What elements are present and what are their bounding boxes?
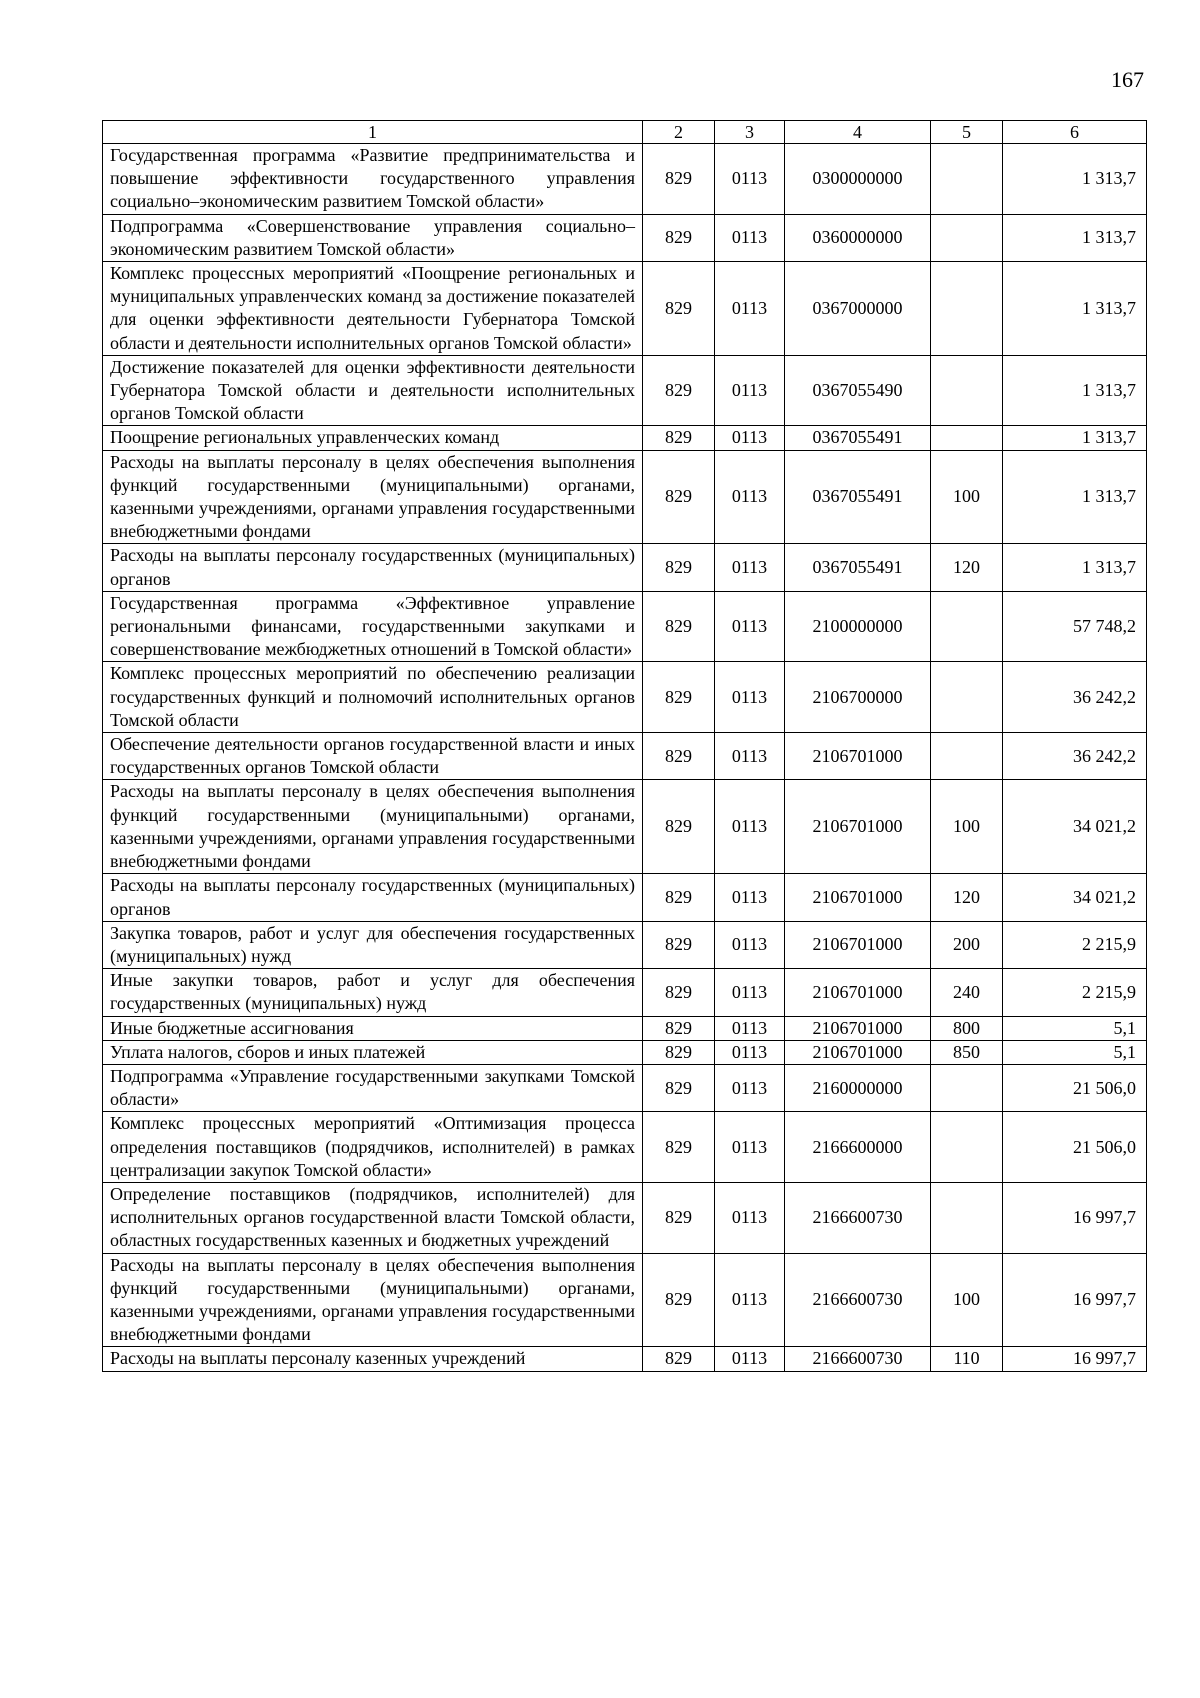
row-ministry-code-cell: 829 [643,1112,715,1183]
column-header-5: 5 [931,121,1003,144]
table-row [103,662,1147,733]
row-amount-cell: 1 313,7 [1003,355,1147,426]
row-expense-type-cell: 800 [931,1016,1003,1040]
table-row [103,1016,1147,1040]
row-ministry-code-cell: 829 [643,1064,715,1111]
row-ministry-code-cell: 829 [643,780,715,874]
row-name-cell: Уплата налогов, сборов и иных платежей [103,1040,643,1064]
row-target-article-cell: 2106700000 [785,662,931,733]
row-expense-type-cell [931,1182,1003,1253]
row-name-cell: Расходы на выплаты персоналу государственных (муниципальных) органов [103,544,643,591]
row-section-code-cell: 0113 [715,544,785,591]
row-name-cell: Закупка товаров, работ и услуг для обеспечения государственных (муниципальных) нужд [103,921,643,968]
row-ministry-code-cell: 829 [643,662,715,733]
table-row [103,874,1147,921]
row-expense-type-cell [931,591,1003,662]
row-ministry-code-cell: 829 [643,874,715,921]
row-amount-cell: 1 313,7 [1003,426,1147,450]
row-ministry-code-cell: 829 [643,733,715,780]
row-target-article-cell: 2106701000 [785,1016,931,1040]
column-header-2: 2 [643,121,715,144]
row-name-cell: Расходы на выплаты персоналу в целях обеспечения выполнения функций государственными (муниципальными) органами, казенными учреждениями, органами управления государственными внебюджетными фондами [103,1253,643,1347]
row-expense-type-cell: 100 [931,1253,1003,1347]
row-ministry-code-cell: 829 [643,1182,715,1253]
row-section-code-cell: 0113 [715,662,785,733]
row-expense-type-cell: 120 [931,544,1003,591]
row-ministry-code-cell: 829 [643,214,715,261]
row-name-cell: Комплекс процессных мероприятий «Оптимизация процесса определения поставщиков (подрядчиков, исполнителей) в рамках централизации закупок Томской области» [103,1112,643,1183]
row-section-code-cell: 0113 [715,780,785,874]
row-target-article-cell: 2160000000 [785,1064,931,1111]
row-ministry-code-cell: 829 [643,1016,715,1040]
row-target-article-cell: 0367055491 [785,426,931,450]
row-expense-type-cell [931,662,1003,733]
row-expense-type-cell [931,733,1003,780]
row-name-cell: Поощрение региональных управленческих команд [103,426,643,450]
row-amount-cell: 36 242,2 [1003,662,1147,733]
row-name-cell: Иные бюджетные ассигнования [103,1016,643,1040]
row-ministry-code-cell: 829 [643,426,715,450]
table-row [103,426,1147,450]
row-section-code-cell: 0113 [715,1347,785,1371]
row-section-code-cell: 0113 [715,591,785,662]
row-section-code-cell: 0113 [715,1040,785,1064]
row-ministry-code-cell: 829 [643,355,715,426]
row-amount-cell: 5,1 [1003,1016,1147,1040]
table-row [103,969,1147,1016]
row-expense-type-cell [931,355,1003,426]
row-amount-cell: 34 021,2 [1003,780,1147,874]
row-name-cell: Государственная программа «Эффективное управление региональными финансами, государственными закупками и совершенствование межбюджетных отношений в Томской области» [103,591,643,662]
row-target-article-cell: 0300000000 [785,144,931,215]
row-amount-cell: 57 748,2 [1003,591,1147,662]
table-row [103,1064,1147,1111]
row-amount-cell: 1 313,7 [1003,214,1147,261]
table-row [103,544,1147,591]
column-header-3: 3 [715,121,785,144]
row-target-article-cell: 2166600000 [785,1112,931,1183]
table-row [103,1182,1147,1253]
row-section-code-cell: 0113 [715,969,785,1016]
row-target-article-cell: 0367055490 [785,355,931,426]
table-row [103,450,1147,544]
row-expense-type-cell [931,1112,1003,1183]
row-target-article-cell: 2106701000 [785,921,931,968]
row-target-article-cell: 2106701000 [785,874,931,921]
row-expense-type-cell [931,426,1003,450]
table-row [103,733,1147,780]
row-section-code-cell: 0113 [715,1253,785,1347]
row-section-code-cell: 0113 [715,733,785,780]
row-section-code-cell: 0113 [715,1182,785,1253]
row-amount-cell: 21 506,0 [1003,1064,1147,1111]
row-name-cell: Расходы на выплаты персоналу в целях обеспечения выполнения функций государственными (муниципальными) органами, казенными учреждениями, органами управления государственными внебюджетными фондами [103,780,643,874]
row-ministry-code-cell: 829 [643,969,715,1016]
row-ministry-code-cell: 829 [643,450,715,544]
row-amount-cell: 5,1 [1003,1040,1147,1064]
table-row [103,1112,1147,1183]
row-expense-type-cell: 200 [931,921,1003,968]
table-row [103,1347,1147,1371]
row-section-code-cell: 0113 [715,426,785,450]
row-ministry-code-cell: 829 [643,1253,715,1347]
row-ministry-code-cell: 829 [643,262,715,356]
row-amount-cell: 2 215,9 [1003,921,1147,968]
row-expense-type-cell [931,214,1003,261]
row-name-cell: Комплекс процессных мероприятий «Поощрение региональных и муниципальных управленческих команд за достижение показателей для оценки эффективности деятельности Губернатора Томской области и деятельности исполнительных органов Томской области» [103,262,643,356]
row-amount-cell: 16 997,7 [1003,1182,1147,1253]
table-row [103,262,1147,356]
row-expense-type-cell: 850 [931,1040,1003,1064]
row-section-code-cell: 0113 [715,874,785,921]
row-target-article-cell: 2166600730 [785,1182,931,1253]
row-target-article-cell: 2106701000 [785,733,931,780]
row-amount-cell: 16 997,7 [1003,1347,1147,1371]
row-target-article-cell: 2106701000 [785,969,931,1016]
row-amount-cell: 1 313,7 [1003,544,1147,591]
row-name-cell: Определение поставщиков (подрядчиков, исполнителей) для исполнительных органов государственной власти Томской области, областных государственных казенных и бюджетных учреждений [103,1182,643,1253]
row-amount-cell: 34 021,2 [1003,874,1147,921]
row-target-article-cell: 0367055491 [785,450,931,544]
row-name-cell: Расходы на выплаты персоналу казенных учреждений [103,1347,643,1371]
row-section-code-cell: 0113 [715,144,785,215]
row-expense-type-cell: 100 [931,780,1003,874]
table-row [103,355,1147,426]
table-row [103,1253,1147,1347]
row-name-cell: Подпрограмма «Совершенствование управления социально–экономическим развитием Томской области» [103,214,643,261]
row-name-cell: Комплекс процессных мероприятий по обеспечению реализации государственных функций и полномочий исполнительных органов Томской области [103,662,643,733]
row-target-article-cell: 0360000000 [785,214,931,261]
row-name-cell: Расходы на выплаты персоналу государственных (муниципальных) органов [103,874,643,921]
table-row [103,591,1147,662]
row-section-code-cell: 0113 [715,1112,785,1183]
column-header-6: 6 [1003,121,1147,144]
header-row [103,121,1147,144]
row-amount-cell: 16 997,7 [1003,1253,1147,1347]
row-name-cell: Государственная программа «Развитие предпринимательства и повышение эффективности государственного управления социально–экономическим развитием Томской области» [103,144,643,215]
row-target-article-cell: 2106701000 [785,1040,931,1064]
row-expense-type-cell: 110 [931,1347,1003,1371]
row-name-cell: Достижение показателей для оценки эффективности деятельности Губернатора Томской области и деятельности исполнительных органов Томской области [103,355,643,426]
row-section-code-cell: 0113 [715,214,785,261]
row-target-article-cell: 2166600730 [785,1253,931,1347]
row-section-code-cell: 0113 [715,450,785,544]
row-ministry-code-cell: 829 [643,1040,715,1064]
table-row [103,780,1147,874]
row-expense-type-cell: 120 [931,874,1003,921]
row-target-article-cell: 0367055491 [785,544,931,591]
row-name-cell: Иные закупки товаров, работ и услуг для обеспечения государственных (муниципальных) нужд [103,969,643,1016]
row-section-code-cell: 0113 [715,355,785,426]
page-number: 167 [1111,67,1144,92]
row-name-cell: Расходы на выплаты персоналу в целях обеспечения выполнения функций государственными (муниципальными) органами, казенными учреждениями, органами управления государственными внебюджетными фондами [103,450,643,544]
column-header-1: 1 [103,121,643,144]
table-row [103,921,1147,968]
row-ministry-code-cell: 829 [643,591,715,662]
row-target-article-cell: 0367000000 [785,262,931,356]
table-row [103,214,1147,261]
table-row [103,1040,1147,1064]
table-body [103,144,1147,1372]
row-target-article-cell: 2106701000 [785,780,931,874]
row-section-code-cell: 0113 [715,921,785,968]
row-section-code-cell: 0113 [715,1064,785,1111]
row-name-cell: Обеспечение деятельности органов государственной власти и иных государственных органов Томской области [103,733,643,780]
row-amount-cell: 21 506,0 [1003,1112,1147,1183]
row-amount-cell: 36 242,2 [1003,733,1147,780]
row-amount-cell: 1 313,7 [1003,144,1147,215]
row-expense-type-cell [931,1064,1003,1111]
row-amount-cell: 1 313,7 [1003,450,1147,544]
row-expense-type-cell [931,262,1003,356]
row-section-code-cell: 0113 [715,1016,785,1040]
row-expense-type-cell [931,144,1003,215]
row-target-article-cell: 2166600730 [785,1347,931,1371]
row-expense-type-cell: 240 [931,969,1003,1016]
row-ministry-code-cell: 829 [643,544,715,591]
budget-table [102,120,1147,1372]
row-amount-cell: 2 215,9 [1003,969,1147,1016]
table-row [103,144,1147,215]
row-amount-cell: 1 313,7 [1003,262,1147,356]
row-name-cell: Подпрограмма «Управление государственными закупками Томской области» [103,1064,643,1111]
row-section-code-cell: 0113 [715,262,785,356]
row-ministry-code-cell: 829 [643,921,715,968]
row-ministry-code-cell: 829 [643,144,715,215]
row-expense-type-cell: 100 [931,450,1003,544]
column-header-4: 4 [785,121,931,144]
row-ministry-code-cell: 829 [643,1347,715,1371]
row-target-article-cell: 2100000000 [785,591,931,662]
